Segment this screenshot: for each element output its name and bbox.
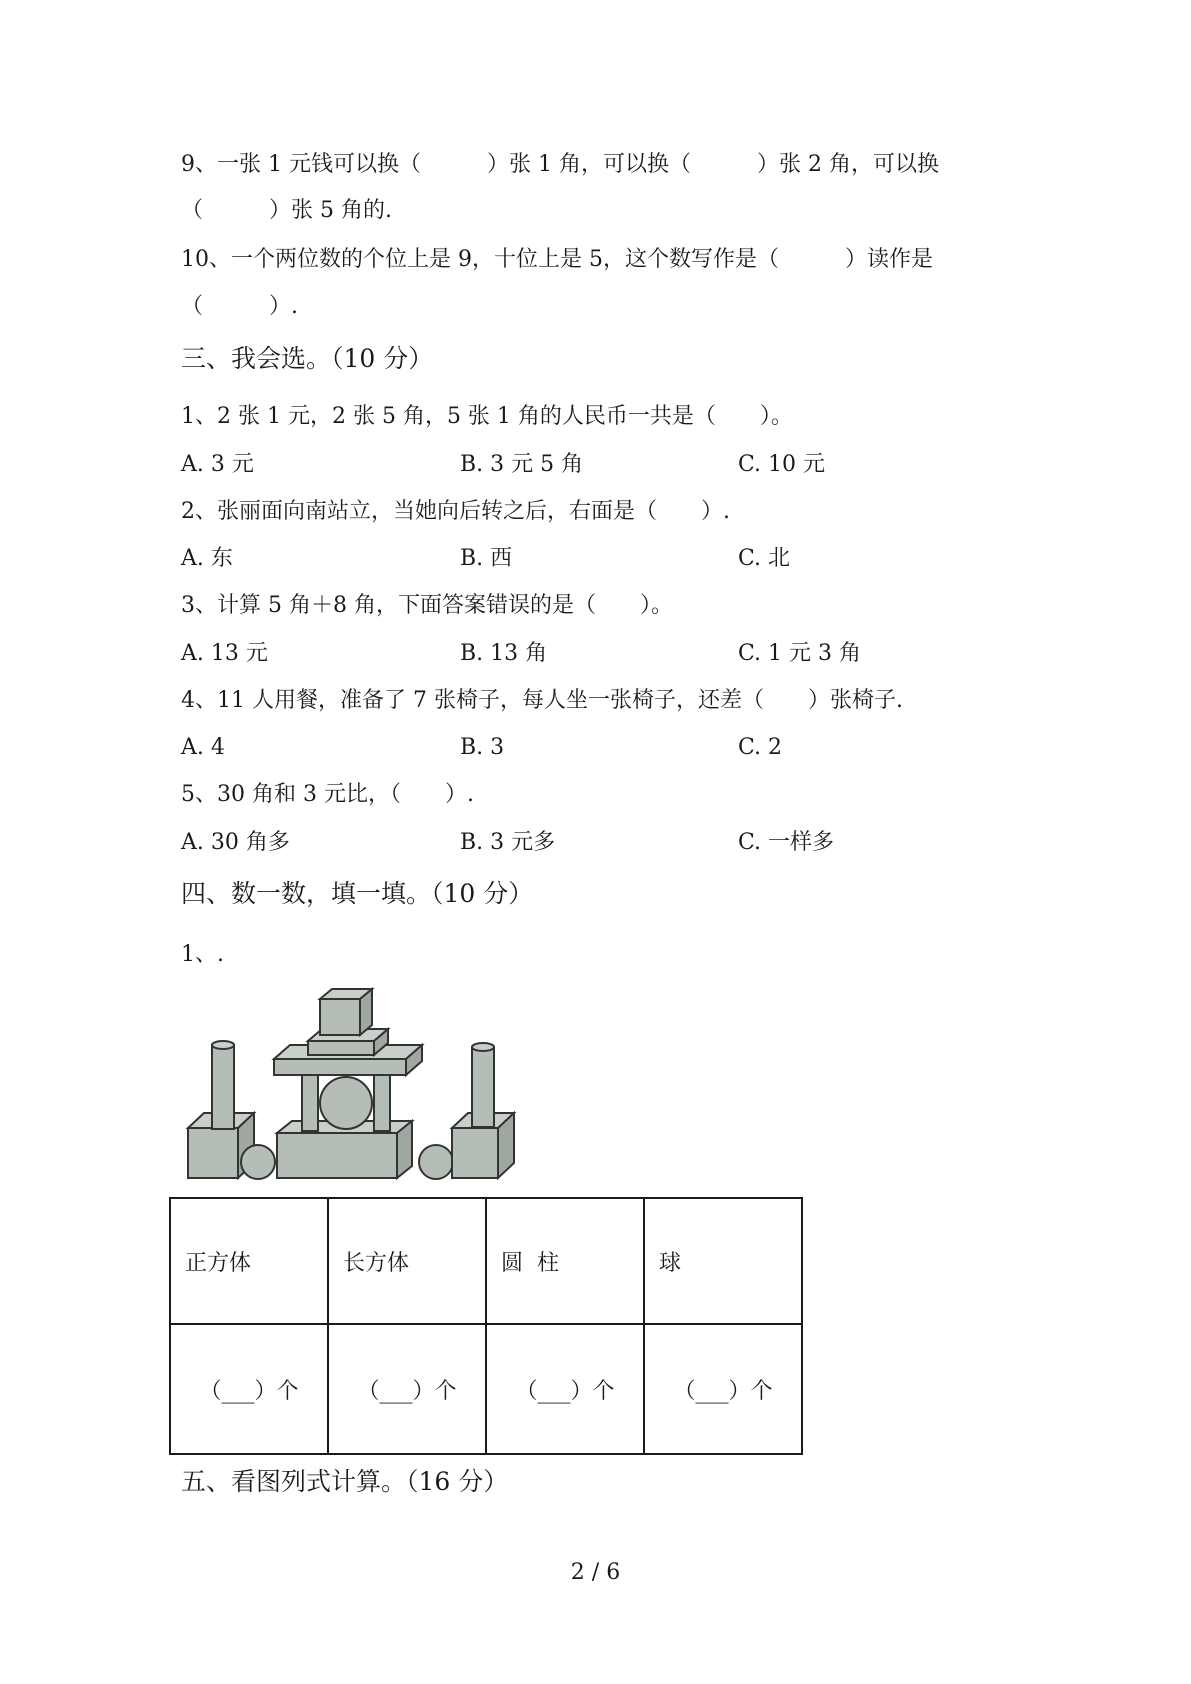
s3-q2: 2、张丽面向南站立，当她向后转之后，右面是（ ）. xyxy=(181,499,730,524)
s3-q4-option-a: A. 4 xyxy=(181,735,225,760)
slab-front xyxy=(308,1041,374,1055)
left-sphere xyxy=(241,1145,275,1179)
lintel-front xyxy=(274,1059,406,1075)
s3-q3: 3、计算 5 角＋8 角，下面答案错误的是（ ）。 xyxy=(181,593,673,618)
s3-q4-option-c: C. 2 xyxy=(738,735,783,760)
right-cylinder-top xyxy=(472,1043,494,1051)
s3-q3-option-a: A. 13 元 xyxy=(181,641,268,666)
s3-q3-option-b: B. 13 角 xyxy=(460,641,548,666)
left-pillar xyxy=(302,1075,318,1131)
q9-line2: （ ）张 5 角的. xyxy=(181,198,392,223)
s3-q5-option-b: B. 3 元多 xyxy=(460,830,556,855)
s3-q1-option-c: C. 10 元 xyxy=(738,452,826,477)
center-sphere xyxy=(320,1077,372,1129)
top-cube-front xyxy=(320,999,360,1035)
s3-q5: 5、30 角和 3 元比，（ ）. xyxy=(181,782,474,807)
page-number: 2 / 6 xyxy=(570,1560,621,1585)
left-cube-front xyxy=(188,1128,238,1178)
s3-q3-option-c: C. 1 元 3 角 xyxy=(738,641,862,666)
s3-q2-option-b: B. 西 xyxy=(460,546,513,571)
s3-q2-option-c: C. 北 xyxy=(738,546,791,571)
answer-sphere[interactable]: （___）个 xyxy=(644,1324,802,1454)
building-blocks-figure xyxy=(182,985,522,1185)
table-answer-row xyxy=(170,1324,802,1454)
s3-q5-option-a: A. 30 角多 xyxy=(181,830,290,855)
header-cylinder: 圆 柱 xyxy=(486,1198,644,1324)
section5-title: 五、看图列式计算。（16 分） xyxy=(181,1467,509,1496)
base-box-front xyxy=(277,1133,397,1178)
s4-q1-label: 1、. xyxy=(181,942,224,967)
answer-cuboid[interactable]: （___）个 xyxy=(328,1324,486,1454)
s3-q5-option-c: C. 一样多 xyxy=(738,830,835,855)
right-cube-front xyxy=(452,1128,498,1178)
answer-cube[interactable]: （___）个 xyxy=(170,1324,328,1454)
s3-q1-option-a: A. 3 元 xyxy=(181,452,254,477)
table-header-row xyxy=(170,1198,802,1324)
header-cuboid: 长方体 xyxy=(328,1198,486,1324)
s3-q4-option-b: B. 3 xyxy=(460,735,505,760)
q9-line1: 9、一张 1 元钱可以换（ ）张 1 角，可以换（ ）张 2 角，可以换 xyxy=(181,152,939,177)
q10-line1: 10、一个两位数的个位上是 9，十位上是 5，这个数写作是（ ）读作是 xyxy=(181,247,933,272)
answer-cylinder[interactable]: （___）个 xyxy=(486,1324,644,1454)
right-pillar xyxy=(374,1075,390,1131)
left-cylinder-top xyxy=(212,1041,234,1049)
header-sphere: 球 xyxy=(644,1198,802,1324)
q10-line2: （ ）. xyxy=(181,294,298,319)
right-sphere xyxy=(419,1145,453,1179)
section4-title: 四、数一数，填一填。（10 分） xyxy=(181,879,534,908)
section3-title: 三、我会选。（10 分） xyxy=(181,344,434,373)
s3-q4: 4、11 人用餐，准备了 7 张椅子，每人坐一张椅子，还差（ ）张椅子. xyxy=(181,688,903,713)
s3-q2-option-a: A. 东 xyxy=(181,546,233,571)
left-cylinder-body xyxy=(212,1045,234,1129)
s3-q1: 1、2 张 1 元，2 张 5 角，5 张 1 角的人民币一共是（ ）。 xyxy=(181,404,793,429)
right-cylinder-body xyxy=(472,1047,494,1127)
s3-q1-option-b: B. 3 元 5 角 xyxy=(460,452,584,477)
shape-count-table xyxy=(169,1197,803,1455)
header-cube: 正方体 xyxy=(170,1198,328,1324)
